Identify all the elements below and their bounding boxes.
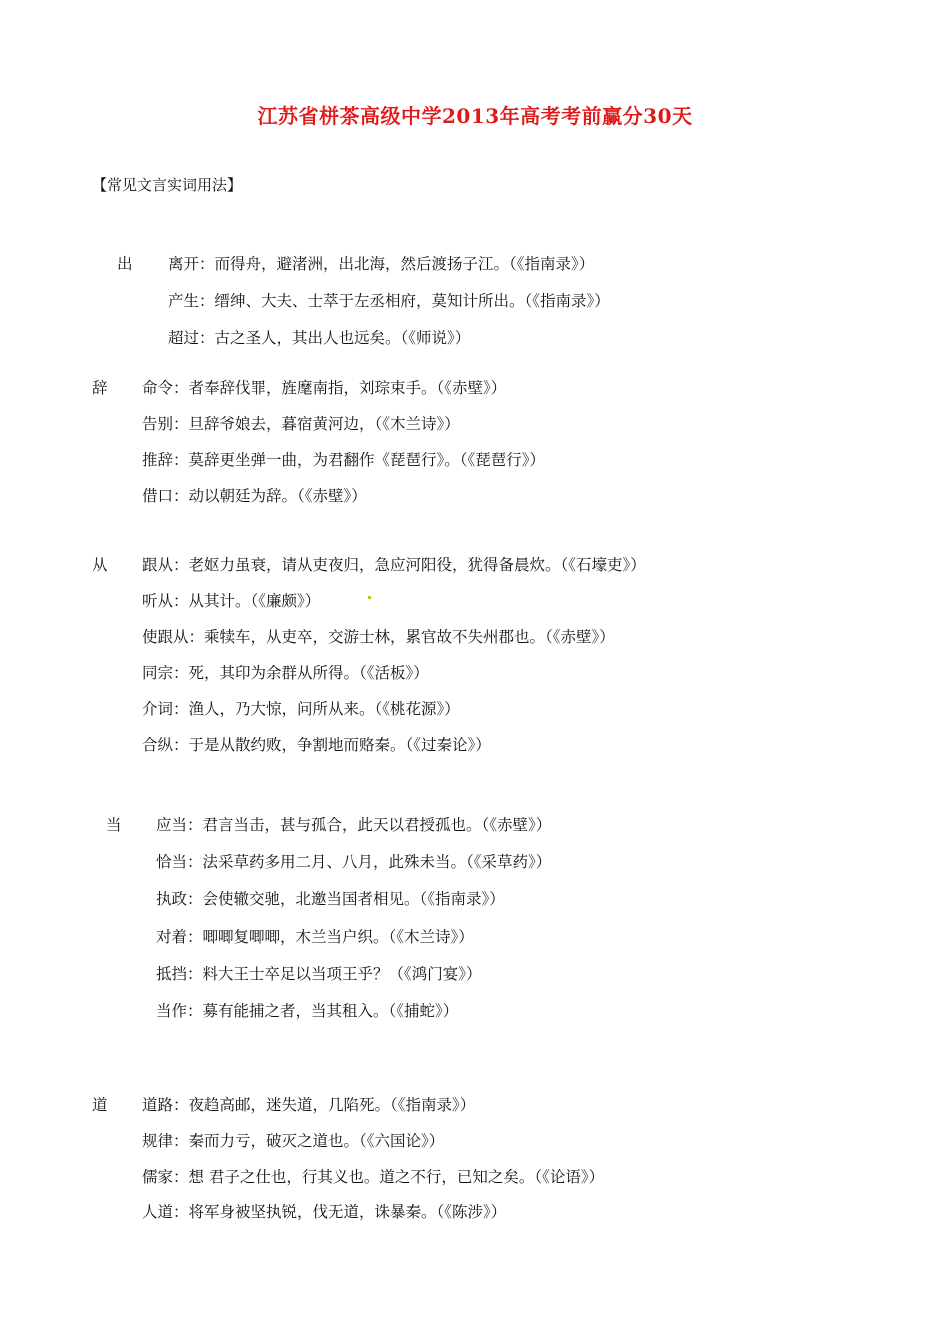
entry-cong-6: 合纵：于是从散约败，争割地而赂秦。（《过秦论》） <box>142 736 491 754</box>
entry-dang-2: 恰当：法采草药多用二月、八月，此殊未当。（《采草药》） <box>156 853 552 871</box>
entry-dang-4: 对着：唧唧复唧唧，木兰当户织。（《木兰诗》） <box>156 928 474 946</box>
page-title: 江苏省栟茶高级中学2013年高考考前赢分30天 <box>257 104 693 128</box>
headword-ci: 辞 <box>92 379 108 397</box>
entry-ci-2: 告别：旦辞爷娘去，暮宿黄河边，（《木兰诗》） <box>142 415 460 433</box>
entry-cong-3: 使跟从：乘犊车，从吏卒，交游士林，累官故不失州郡也。（《赤壁》） <box>142 628 615 646</box>
entry-ci-3: 推辞：莫辞更坐弹一曲，为君翻作《琵琶行》。（《琵琶行》） <box>142 451 546 469</box>
entry-cong-1: 跟从：老妪力虽衰，请从吏夜归，急应河阳役，犹得备晨炊。（《石壕吏》） <box>142 556 646 574</box>
entry-cong-2: 听从：从其计。（《廉颇》） <box>142 592 321 610</box>
headword-cong: 从 <box>92 556 108 574</box>
entry-dao-4: 人道：将军身被坚执锐，伐无道，诛暴秦。（《陈涉》） <box>142 1203 507 1221</box>
entry-dang-5: 抵挡：料大王士卒足以当项王乎？（《鸿门宴》） <box>156 965 482 983</box>
section-heading: 【常见文言实词用法】 <box>92 176 243 194</box>
entry-dang-6: 当作：募有能捕之者，当其租入。（《捕蛇》） <box>156 1002 459 1020</box>
entry-chu-1: 离开：而得舟，避渚洲，出北海，然后渡扬子江。（《指南录》） <box>168 255 595 273</box>
entry-dang-1: 应当：君言当击，甚与孤合，此天以君授孤也。（《赤壁》） <box>156 816 552 834</box>
headword-dang: 当 <box>106 816 122 834</box>
entry-chu-3: 超过：古之圣人，其出人也远矣。（《师说》） <box>168 329 471 347</box>
headword-dao: 道 <box>92 1096 108 1114</box>
entry-cong-4: 同宗：死，其印为余群从所得。（《活板》） <box>142 664 429 682</box>
entry-dao-1: 道路：夜趋高邮，迷失道，几陷死。（《指南录》） <box>142 1096 476 1114</box>
entry-ci-1: 命令：者奉辞伐罪，旌麾南指，刘琮束手。（《赤壁》） <box>142 379 507 397</box>
entry-cong-5: 介词：渔人，乃大惊，问所从来。（《桃花源》） <box>142 700 460 718</box>
entry-chu-2: 产生：缙绅、大夫、士萃于左丞相府，莫知计所出。（《指南录》） <box>168 292 610 310</box>
entry-dao-3: 儒家：想 君子之仕也，行其义也。道之不行，已知之矣。（《论语》） <box>142 1168 605 1186</box>
entry-ci-4: 借口：动以朝廷为辞。（《赤壁》） <box>142 487 367 505</box>
highlight-dot <box>368 596 371 599</box>
entry-dang-3: 执政：会使辙交驰，北邀当国者相见。（《指南录》） <box>156 890 505 908</box>
headword-chu: 出 <box>117 255 133 273</box>
entry-dao-2: 规律：秦而力亏，破灭之道也。（《六国论》） <box>142 1132 445 1150</box>
